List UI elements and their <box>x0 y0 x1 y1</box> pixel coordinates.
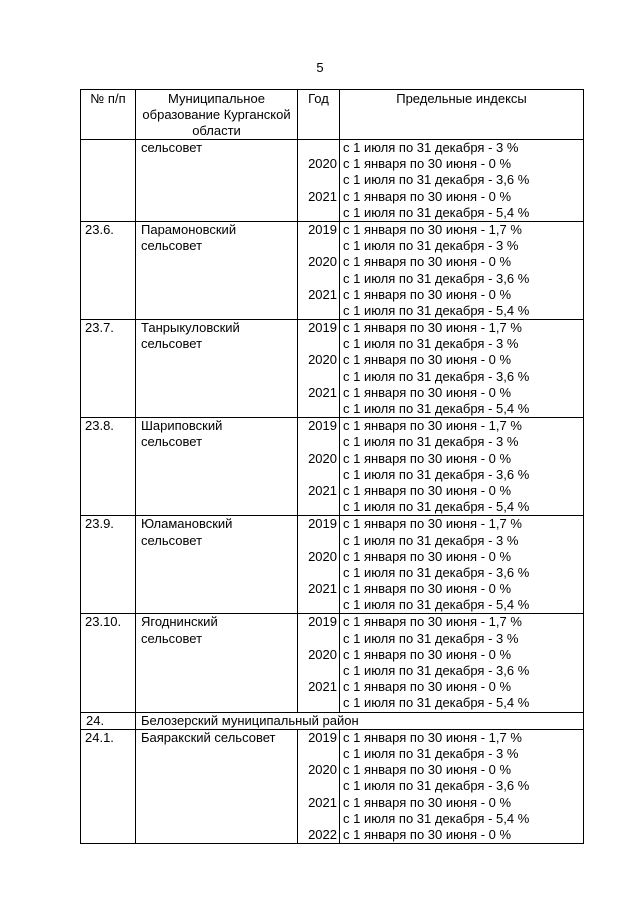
indices-cell <box>340 614 584 712</box>
header-municipality: Муниципальное образование Курганской области <box>136 90 298 140</box>
year-cell <box>298 614 340 712</box>
index-line: с 1 июля по 31 декабря - 5,4 % <box>343 695 530 711</box>
year-value: 2020 <box>308 762 337 778</box>
index-line: с 1 января по 30 июня - 0 % <box>343 646 512 662</box>
index-line: с 1 января по 30 июня - 0 % <box>343 679 512 695</box>
index-line: с 1 июля по 31 декабря - 3 % <box>343 630 519 646</box>
index-line: с 1 января по 30 июня - 0 % <box>343 286 512 302</box>
row-number <box>81 140 136 222</box>
year-value: 2021 <box>308 286 337 302</box>
year-value <box>298 746 337 762</box>
index-line: с 1 января по 30 июня - 1,7 % <box>343 614 522 630</box>
year-value <box>298 631 337 647</box>
year-value <box>298 172 337 188</box>
index-line: с 1 января по 30 июня - 1,7 % <box>343 729 522 745</box>
index-line: с 1 июля по 31 декабря - 3,6 % <box>343 466 530 482</box>
index-line: с 1 июля по 31 декабря - 3 % <box>343 745 519 761</box>
table-row <box>81 614 584 712</box>
year-value <box>298 238 337 254</box>
index-line: с 1 июля по 31 декабря - 5,4 % <box>343 302 530 318</box>
year-cell <box>298 221 340 319</box>
municipality-name-line: Юламановский <box>141 516 233 532</box>
year-cell <box>298 516 340 614</box>
tariff-index-table <box>80 89 584 844</box>
index-line: с 1 июля по 31 декабря - 5,4 % <box>343 499 530 515</box>
year-value <box>298 778 337 794</box>
municipality-name-line: Ягоднинский <box>141 614 218 630</box>
year-value: 2019 <box>308 516 337 532</box>
municipality-name-line: сельсовет <box>141 434 203 450</box>
municipality-name <box>136 729 298 843</box>
row-number: 23.8. <box>81 418 136 516</box>
year-cell <box>298 140 340 222</box>
table-row <box>81 221 584 319</box>
index-line: с 1 июля по 31 декабря - 3 % <box>343 336 519 352</box>
index-line: с 1 января по 30 июня - 0 % <box>343 482 512 498</box>
table-body <box>81 140 584 844</box>
year-value <box>298 271 337 287</box>
year-value: 2021 <box>308 679 337 695</box>
index-line: с 1 июля по 31 декабря - 3,6 % <box>343 172 530 188</box>
year-value: 2021 <box>308 482 337 498</box>
index-line: с 1 января по 30 июня - 0 % <box>343 352 512 368</box>
header-year: Год <box>298 90 340 140</box>
district-row <box>81 712 584 729</box>
year-value <box>298 369 337 385</box>
year-value: 2021 <box>308 384 337 400</box>
index-line: с 1 января по 30 июня - 0 % <box>343 826 512 842</box>
index-line: с 1 января по 30 июня - 0 % <box>343 156 512 172</box>
year-value: 2021 <box>308 794 337 810</box>
municipality-name-line: сельсовет <box>141 630 203 646</box>
index-line: с 1 января по 30 июня - 1,7 % <box>343 516 522 532</box>
indices-cell <box>340 418 584 516</box>
year-value <box>298 663 337 679</box>
year-value <box>298 695 337 711</box>
year-value <box>298 499 337 515</box>
index-line: с 1 января по 30 июня - 1,7 % <box>343 418 522 434</box>
index-line: с 1 июля по 31 декабря - 5,4 % <box>343 810 530 826</box>
index-line: с 1 января по 30 июня - 0 % <box>343 188 512 204</box>
year-value <box>298 597 337 613</box>
index-line: с 1 января по 30 июня - 0 % <box>343 450 512 466</box>
index-line: с 1 января по 30 июня - 0 % <box>343 254 512 270</box>
indices-cell <box>340 221 584 319</box>
municipality-name-line: сельсовет <box>141 238 203 254</box>
year-value <box>298 533 337 549</box>
year-value: 2021 <box>308 188 337 204</box>
year-value <box>298 811 337 827</box>
municipality-name-line: Парамоновский <box>141 221 237 237</box>
year-value: 2020 <box>308 352 337 368</box>
municipality-name-line: Танрыкуловский <box>141 320 240 336</box>
row-number: 23.10. <box>81 614 136 712</box>
row-number: 24.1. <box>81 729 136 843</box>
index-line: с 1 июля по 31 декабря - 5,4 % <box>343 597 530 613</box>
municipality-name <box>136 320 298 418</box>
index-line: с 1 июля по 31 декабря - 3,6 % <box>343 368 530 384</box>
table-row <box>81 516 584 614</box>
year-value <box>298 401 337 417</box>
year-cell <box>298 418 340 516</box>
index-line: с 1 января по 30 июня - 0 % <box>343 762 512 778</box>
year-value: 2020 <box>308 548 337 564</box>
year-cell <box>298 320 340 418</box>
indices-cell <box>340 140 584 222</box>
index-line: с 1 июля по 31 декабря - 3 % <box>343 532 519 548</box>
index-line: с 1 января по 30 июня - 0 % <box>343 548 512 564</box>
municipality-name <box>136 614 298 712</box>
year-value: 2020 <box>308 450 337 466</box>
index-line: с 1 января по 30 июня - 1,7 % <box>343 320 522 336</box>
year-value <box>298 467 337 483</box>
index-line: с 1 июля по 31 декабря - 3,6 % <box>343 663 530 678</box>
index-line: с 1 июля по 31 декабря - 3,6 % <box>343 564 530 580</box>
year-value: 2019 <box>308 320 337 336</box>
row-number: 23.9. <box>81 516 136 614</box>
year-cell <box>298 729 340 843</box>
year-value: 2019 <box>308 614 337 630</box>
table-row <box>81 140 584 222</box>
table-row <box>81 729 584 843</box>
municipality-name-line: сельсовет <box>141 140 203 155</box>
header-indices: Предельные индексы <box>340 90 584 140</box>
index-line: с 1 июля по 31 декабря - 3 % <box>343 140 519 155</box>
year-value: 2020 <box>308 646 337 662</box>
index-line: с 1 июля по 31 декабря - 3,6 % <box>343 270 530 286</box>
header-num: № п/п <box>81 90 136 140</box>
municipality-name-line: Шариповский <box>141 418 223 434</box>
municipality-name-line: сельсовет <box>141 336 203 352</box>
row-number: 23.6. <box>81 221 136 319</box>
year-value: 2021 <box>308 581 337 597</box>
year-value: 2019 <box>308 729 337 745</box>
table-row <box>81 418 584 516</box>
row-number: 24. <box>81 712 136 729</box>
index-line: с 1 января по 30 июня - 1,7 % <box>343 221 522 237</box>
municipality-name <box>136 418 298 516</box>
table-header <box>81 90 584 140</box>
table-row <box>81 320 584 418</box>
page-number: 5 <box>316 60 324 75</box>
index-line: с 1 января по 30 июня - 0 % <box>343 384 512 400</box>
municipality-name-line: Баяракский сельсовет <box>141 729 276 745</box>
indices-cell <box>340 320 584 418</box>
year-value: 2020 <box>308 254 337 270</box>
year-value <box>298 140 337 156</box>
year-value: 2019 <box>308 221 337 237</box>
row-number: 23.7. <box>81 320 136 418</box>
year-value: 2022 <box>308 826 337 842</box>
year-value <box>298 565 337 581</box>
district-title: Белозерский муниципальный район <box>136 712 584 729</box>
index-line: с 1 июля по 31 декабря - 3 % <box>343 434 519 450</box>
year-value <box>298 434 337 450</box>
index-line: с 1 января по 30 июня - 0 % <box>343 794 512 810</box>
indices-cell <box>340 729 584 843</box>
year-value <box>298 205 337 221</box>
index-line: с 1 июля по 31 декабря - 3,6 % <box>343 778 530 794</box>
municipality-name-line: сельсовет <box>141 532 203 548</box>
year-value <box>298 303 337 319</box>
year-value <box>298 336 337 352</box>
municipality-name <box>136 140 298 222</box>
index-line: с 1 июля по 31 декабря - 3 % <box>343 238 519 254</box>
index-line: с 1 июля по 31 декабря - 5,4 % <box>343 204 530 220</box>
year-value: 2020 <box>308 156 337 172</box>
municipality-name <box>136 221 298 319</box>
municipality-name <box>136 516 298 614</box>
index-line: с 1 января по 30 июня - 0 % <box>343 581 512 597</box>
year-value: 2019 <box>308 418 337 434</box>
indices-cell <box>340 516 584 614</box>
index-line: с 1 июля по 31 декабря - 5,4 % <box>343 401 530 416</box>
